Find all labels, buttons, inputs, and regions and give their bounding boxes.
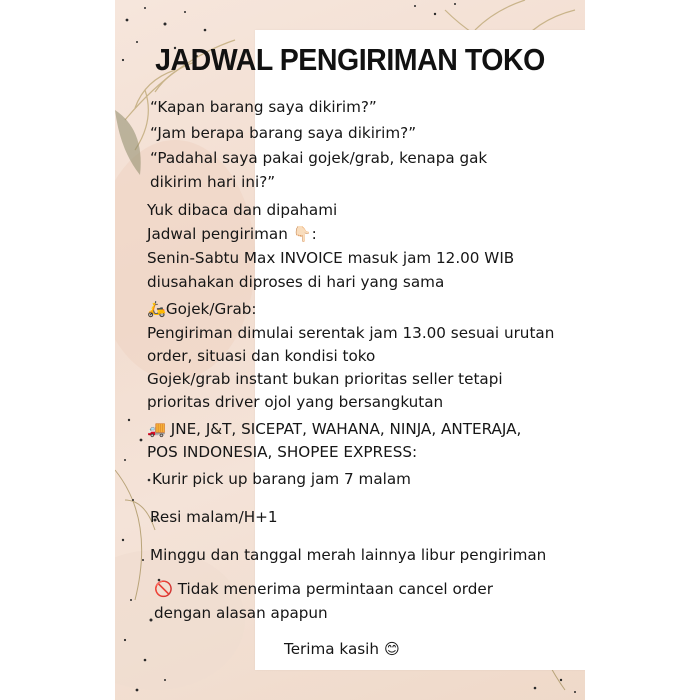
schedule-line: diusahakan diproses di hari yang sama (147, 273, 445, 291)
question-line: “Padahal saya pakai gojek/grab, kenapa gak (150, 149, 488, 167)
schedule-line: Senin-Sabtu Max INVOICE masuk jam 12.00 WIB (147, 249, 515, 267)
courier-pickup: Kurir pick up barang jam 7 malam (152, 470, 411, 488)
holiday-note: Minggu dan tanggal merah lainnya libur pengiriman (150, 546, 547, 564)
gojek-line: prioritas driver ojol yang bersangkutan (147, 393, 444, 411)
courier-heading: 🚚 JNE, J&T, SICEPAT, WAHANA, NINJA, ANTERAJA, (147, 420, 522, 438)
read-note: Yuk dibaca dan dipahami (147, 201, 338, 219)
cancel-note: 🚫 Tidak menerima permintaan cancel order (154, 580, 493, 598)
page-title: JADWAL PENGIRIMAN TOKO (155, 42, 545, 77)
gojek-line: Gojek/grab instant bukan prioritas seller tetapi (147, 370, 503, 388)
question-line: “Kapan barang saya dikirim?” (150, 98, 377, 116)
thanks-text: Terima kasih 😊 (284, 640, 400, 658)
schedule-label: Jadwal pengiriman 👇🏻: (147, 225, 317, 243)
gojek-heading: 🛵Gojek/Grab: (147, 300, 257, 318)
courier-heading: POS INDONESIA, SHOPEE EXPRESS: (147, 443, 418, 461)
question-line: “Jam berapa barang saya dikirim?” (150, 124, 417, 142)
cancel-note: dengan alasan apapun (154, 604, 328, 622)
courier-resi: Resi malam/H+1 (150, 508, 278, 526)
gojek-line: Pengiriman dimulai serentak jam 13.00 sesuai urutan (147, 324, 555, 342)
gojek-line: order, situasi dan kondisi toko (147, 347, 376, 365)
question-line: dikirim hari ini?” (150, 173, 276, 191)
